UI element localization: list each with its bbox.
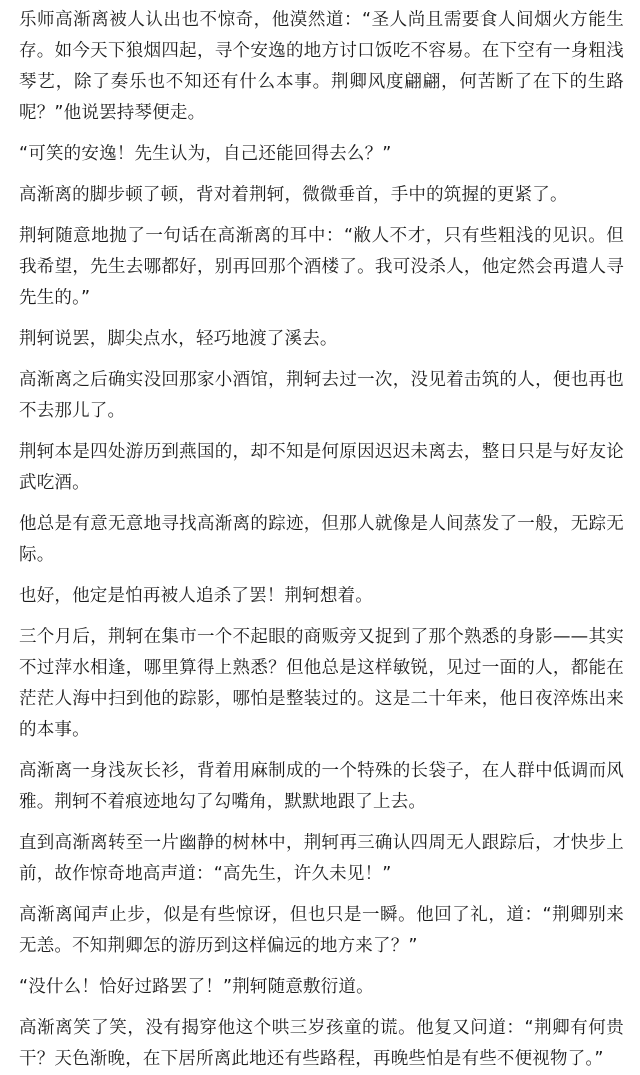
paragraph: “可笑的安逸！先生认为，自己还能回得去么？” [19,144,392,164]
paragraph: 高渐离一身浅灰长衫，背着用麻制成的一个特殊的长袋子，在人群中低调而风雅。荆轲不着痕迹地勾了勾嘴角，默默地跟了上去。 [19,761,624,812]
paragraph: 高渐离的脚步顿了顿，背对着荆轲，微微垂首，手中的筑握的更紧了。 [19,185,568,205]
paragraph: “没什么！恰好过路罢了！”荆轲随意敷衍道。 [19,977,374,997]
paragraph: 乐师高渐离被人认出也不惊奇，他漠然道：“圣人尚且需要食人间烟火方能生存。如今天下狼烟四起，寻个安逸的地方讨口饭吃不容易。在下空有一身粗浅琴艺，除了奏乐也不知还有什么本事。荆卿风度翩翩，何苦断了在下的生路呢？”他说罢持琴便走。 [19,10,624,123]
paragraph: 荆轲本是四处游历到燕国的，却不知是何原因迟迟未离去，整日只是与好友论武吃酒。 [19,442,624,493]
paragraph: 高渐离笑了笑，没有揭穿他这个哄三岁孩童的谎。他复又问道：“荆卿有何贵干？天色渐晚，在下居所离此地还有些路程，再晚些怕是有些不便视物了。” [19,1018,624,1069]
paragraph: 他总是有意无意地寻找高渐离的踪迹，但那人就像是人间蒸发了一般，无踪无际。 [19,514,624,565]
paragraph: 荆轲随意地抛了一句话在高渐离的耳中：“敝人不才，只有些粗浅的见识。但我希望，先生去哪都好，别再回那个酒楼了。我可没杀人，他定然会再遣人寻先生的。” [19,226,624,308]
paragraph: 直到高渐离转至一片幽静的树林中，荆轲再三确认四周无人跟踪后，才快步上前，故作惊奇地高声道：“高先生，许久未见！” [19,833,624,884]
paragraph: 高渐离之后确实没回那家小酒馆，荆轲去过一次，没见着击筑的人，便也再也不去那儿了。 [19,370,624,421]
paragraph: 三个月后，荆轲在集市一个不起眼的商贩旁又捉到了那个熟悉的身影——其实不过萍水相逢，哪里算得上熟悉？但他总是这样敏锐，见过一面的人，都能在茫茫人海中扫到他的踪影，哪怕是整装过的。这是二十年来，他日夜淬炼出来的本事。 [19,627,624,740]
paragraph: 高渐离闻声止步，似是有些惊讶，但也只是一瞬。他回了礼，道：“荆卿别来无恙。不知荆卿怎的游历到这样偏远的地方来了？” [19,905,624,956]
paragraph: 荆轲说罢，脚尖点水，轻巧地渡了溪去。 [19,329,338,349]
paragraph: 也好，他定是怕再被人追杀了罢！荆轲想着。 [19,586,373,606]
